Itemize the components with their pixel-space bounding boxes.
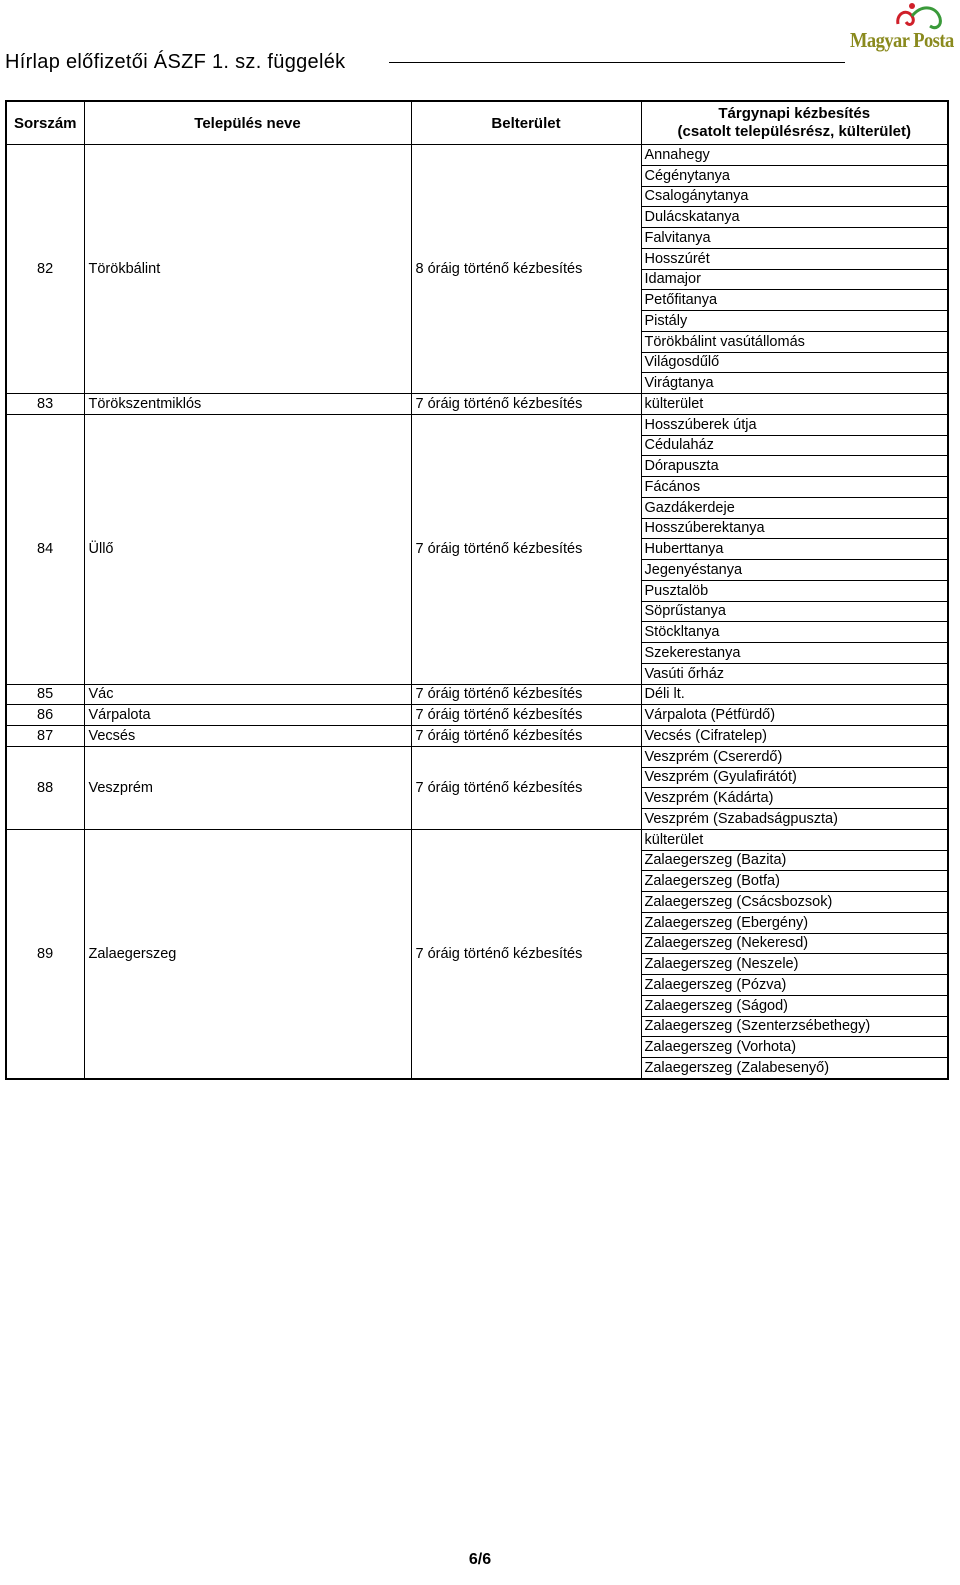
header-targynapi (641, 101, 948, 145)
header-telepules: Település neve (84, 101, 411, 145)
inner-area-delivery: 7 óráig történő kézbesítés (411, 829, 641, 1079)
settlement-part: Zalaegerszeg (Ságod) (641, 995, 948, 1016)
settlement-part: Zalaegerszeg (Bazita) (641, 850, 948, 871)
table-row (6, 145, 948, 166)
inner-area-delivery: 8 óráig történő kézbesítés (411, 145, 641, 394)
row-number: 86 (6, 705, 84, 726)
settlement-name: Zalaegerszeg (84, 829, 411, 1079)
settlement-part: Idamajor (641, 269, 948, 290)
settlement-name: Vecsés (84, 726, 411, 747)
inner-area-delivery: 7 óráig történő kézbesítés (411, 705, 641, 726)
inner-area-delivery: 7 óráig történő kézbesítés (411, 726, 641, 747)
settlement-part: Pistály (641, 311, 948, 332)
settlement-part: Dulácskatanya (641, 207, 948, 228)
settlement-part: Söprűstanya (641, 601, 948, 622)
settlement-name: Törökbálint (84, 145, 411, 394)
inner-area-delivery: 7 óráig történő kézbesítés (411, 394, 641, 415)
settlement-part: Vasúti őrház (641, 663, 948, 684)
settlement-part: Huberttanya (641, 539, 948, 560)
settlement-part: Zalaegerszeg (Vorhota) (641, 1037, 948, 1058)
settlement-part: Falvitanya (641, 228, 948, 249)
settlement-part: Jegenyéstanya (641, 560, 948, 581)
settlement-part: Dórapuszta (641, 456, 948, 477)
settlement-part: Cédulaház (641, 435, 948, 456)
settlement-part: Törökbálint vasútállomás (641, 331, 948, 352)
settlement-part: Hosszúberektanya (641, 518, 948, 539)
settlement-part: Veszprém (Kádárta) (641, 788, 948, 809)
table-header-row (6, 101, 948, 145)
settlement-part: Gazdákerdeje (641, 497, 948, 518)
settlement-name: Törökszentmiklós (84, 394, 411, 415)
settlement-part: Hosszúrét (641, 248, 948, 269)
settlement-part: Fácános (641, 477, 948, 498)
settlement-part: Zalaegerszeg (Botfa) (641, 871, 948, 892)
inner-area-delivery: 7 óráig történő kézbesítés (411, 684, 641, 705)
settlement-part: Veszprém (Gyulafirátót) (641, 767, 948, 788)
settlement-part: külterület (641, 394, 948, 415)
settlement-part: Pusztalöb (641, 580, 948, 601)
row-number: 84 (6, 414, 84, 684)
header-rule (389, 62, 845, 63)
settlement-name: Vác (84, 684, 411, 705)
settlement-part: Zalaegerszeg (Nekeresd) (641, 933, 948, 954)
settlement-part: Zalaegerszeg (Csácsbozsok) (641, 892, 948, 913)
settlement-part: külterület (641, 829, 948, 850)
row-number: 83 (6, 394, 84, 415)
row-number: 89 (6, 829, 84, 1079)
table-row (6, 746, 948, 767)
delivery-table-wrapper (5, 100, 947, 1080)
table-row (6, 394, 948, 415)
page-header (5, 47, 847, 77)
magyar-posta-logo (850, 2, 954, 64)
settlement-part: Veszprém (Csererdő) (641, 746, 948, 767)
header-belterulet: Belterület (411, 101, 641, 145)
settlement-part: Vecsés (Cifratelep) (641, 726, 948, 747)
settlement-name: Üllő (84, 414, 411, 684)
settlement-name: Várpalota (84, 705, 411, 726)
table-body (6, 145, 948, 1079)
row-number: 85 (6, 684, 84, 705)
header-targynapi-line1: Tárgynapi kézbesítés (718, 105, 871, 122)
settlement-part: Szekerestanya (641, 643, 948, 664)
page-number: 6/6 (468, 1551, 492, 1568)
settlement-part: Zalaegerszeg (Neszele) (641, 954, 948, 975)
row-number: 87 (6, 726, 84, 747)
settlement-part: Zalaegerszeg (Szenterzsébethegy) (641, 1016, 948, 1037)
table-row (6, 726, 948, 747)
settlement-part: Déli lt. (641, 684, 948, 705)
row-number: 88 (6, 746, 84, 829)
table-row (6, 705, 948, 726)
settlement-part: Petőfitanya (641, 290, 948, 311)
inner-area-delivery: 7 óráig történő kézbesítés (411, 414, 641, 684)
settlement-part: Várpalota (Pétfürdő) (641, 705, 948, 726)
logo-text: Magyar Posta (850, 28, 954, 52)
inner-area-delivery: 7 óráig történő kézbesítés (411, 746, 641, 829)
table-row (6, 414, 948, 435)
settlement-part: Cégénytanya (641, 165, 948, 186)
header-targynapi-line2: (csatolt településrész, külterület) (677, 123, 911, 140)
settlement-part: Zalaegerszeg (Pózva) (641, 975, 948, 996)
table-row (6, 829, 948, 850)
settlement-part: Stöckltanya (641, 622, 948, 643)
settlement-part: Veszprém (Szabadságpuszta) (641, 809, 948, 830)
settlement-part: Zalaegerszeg (Zalabesenyő) (641, 1058, 948, 1079)
table-row (6, 684, 948, 705)
row-number: 82 (6, 145, 84, 394)
settlement-name: Veszprém (84, 746, 411, 829)
header-sorszam: Sorszám (6, 101, 84, 145)
delivery-table (5, 100, 949, 1080)
document-title: Hírlap előfizetői ÁSZF 1. sz. függelék (5, 51, 346, 73)
settlement-part: Világosdűlő (641, 352, 948, 373)
settlement-part: Annahegy (641, 145, 948, 166)
settlement-part: Virágtanya (641, 373, 948, 394)
settlement-part: Hosszúberek útja (641, 414, 948, 435)
settlement-part: Csalogánytanya (641, 186, 948, 207)
settlement-part: Zalaegerszeg (Ebergény) (641, 912, 948, 933)
